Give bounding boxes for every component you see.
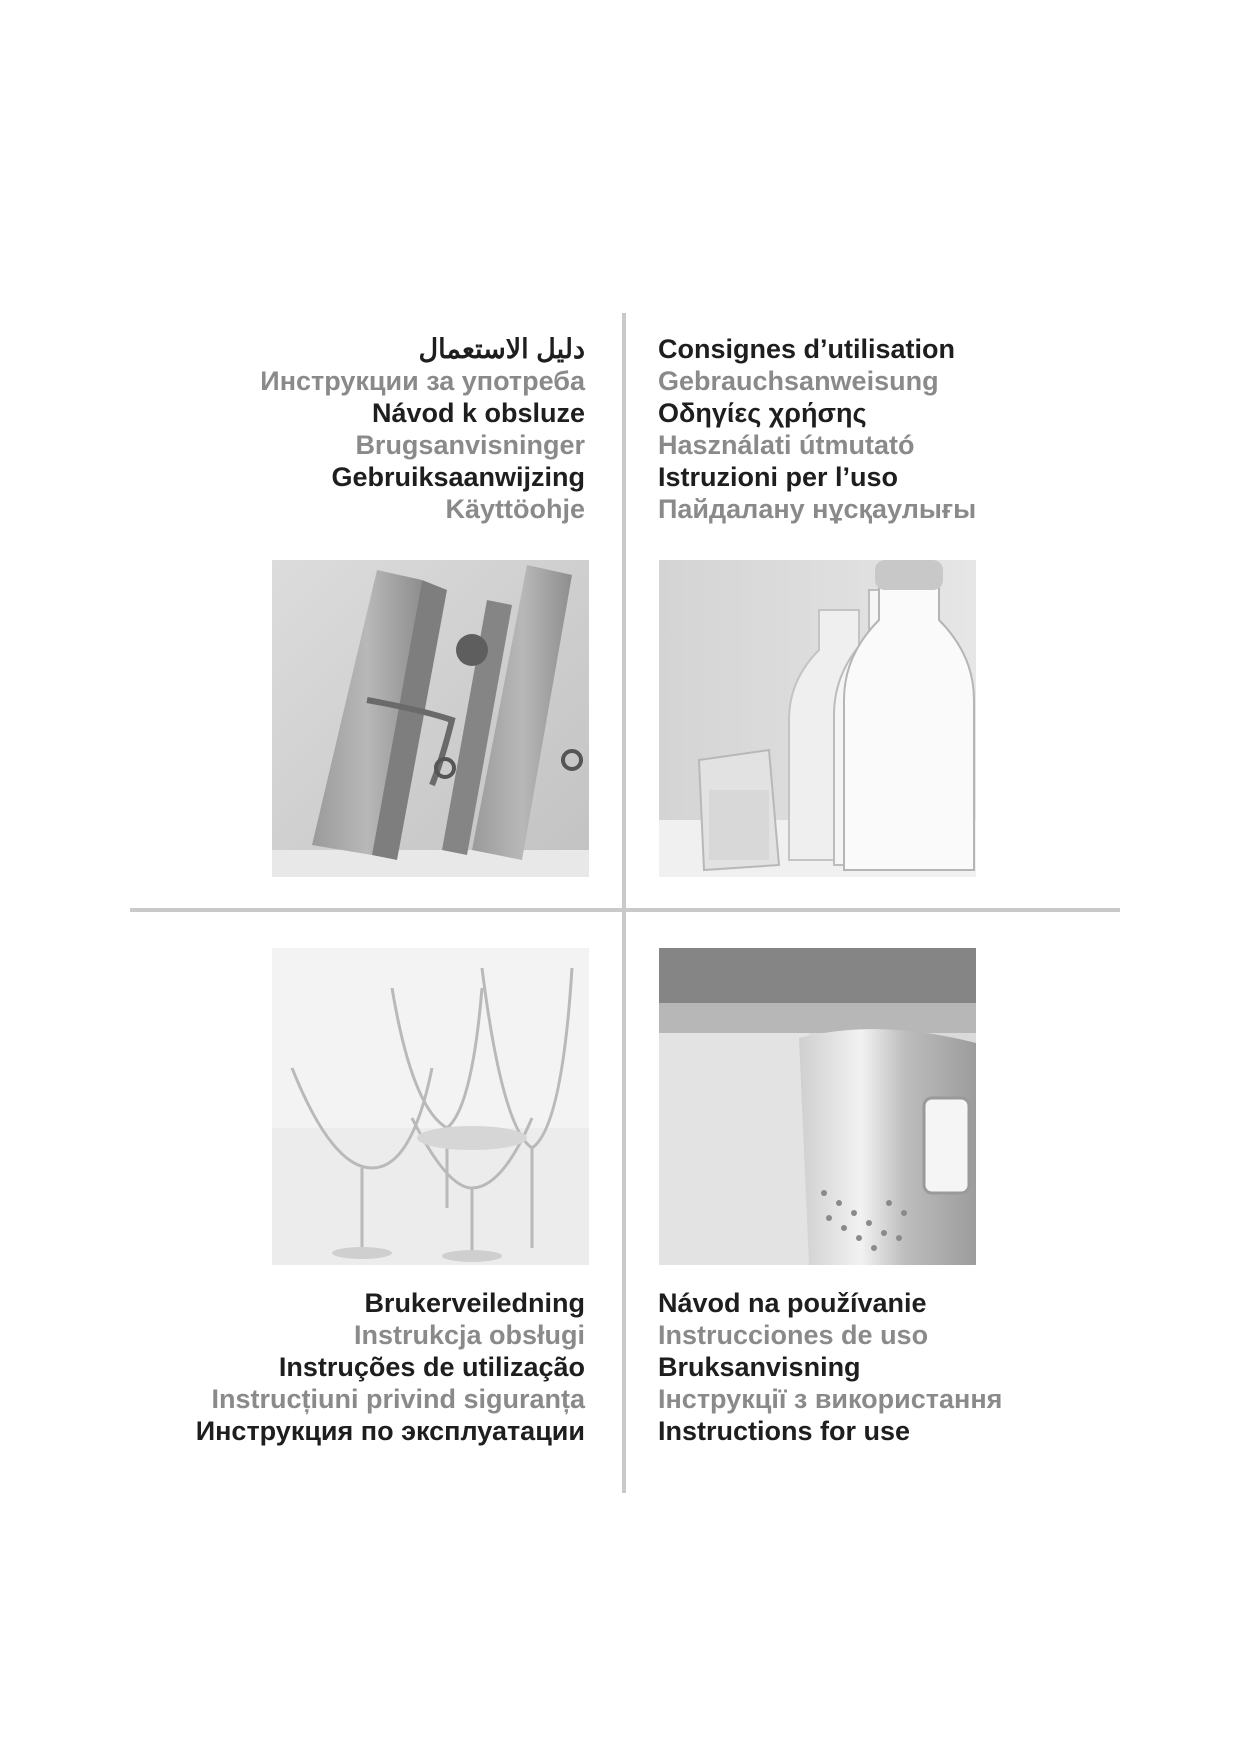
wine-glasses-photo (272, 948, 589, 1265)
title-dutch: Gebruiksaanwijzing (331, 462, 585, 492)
steel-pot-photo (659, 948, 976, 1265)
title-list-top-right (658, 333, 1118, 525)
title-spanish: Instrucciones de uso (658, 1320, 929, 1350)
title-romanian: Instrucțiuni privind siguranța (211, 1384, 585, 1414)
title-ukrainian: Інструкції з використання (658, 1384, 1003, 1414)
title-finnish: Käyttöohje (445, 494, 585, 524)
title-italian: Istruzioni per l’uso (658, 462, 899, 492)
title-german: Gebrauchsanweisung (658, 366, 939, 396)
horizontal-divider (130, 908, 1120, 912)
title-arabic: دليل الاستعمال (418, 334, 585, 364)
title-greek: Οδηγίες χρήσης (658, 398, 867, 428)
title-czech: Návod k obsluze (371, 398, 585, 428)
title-bulgarian: Инструкции за употреба (260, 366, 585, 396)
title-list-bottom-left (160, 1287, 585, 1447)
vertical-divider (622, 313, 626, 1493)
title-slovak: Návod na používanie (658, 1288, 927, 1318)
title-portuguese: Instruções de utilização (278, 1352, 585, 1382)
title-danish: Brugsanvisninger (355, 430, 585, 460)
title-english: Instructions for use (658, 1416, 911, 1446)
title-norwegian: Brukerveiledning (364, 1288, 585, 1318)
milk-bottles-photo (659, 560, 976, 877)
title-french: Consignes d’utilisation (658, 334, 956, 364)
title-kazakh: Пайдалану нұсқаулығы (658, 494, 977, 524)
title-russian: Инструкция по эксплуатации (195, 1416, 585, 1446)
title-swedish: Bruksanvisning (658, 1352, 861, 1382)
clothes-pegs-photo (272, 560, 589, 877)
title-polish: Instrukcja obsługi (353, 1320, 585, 1350)
title-hungarian: Használati útmutató (658, 430, 915, 460)
title-list-bottom-right (658, 1287, 1118, 1447)
title-list-top-left (160, 333, 585, 525)
